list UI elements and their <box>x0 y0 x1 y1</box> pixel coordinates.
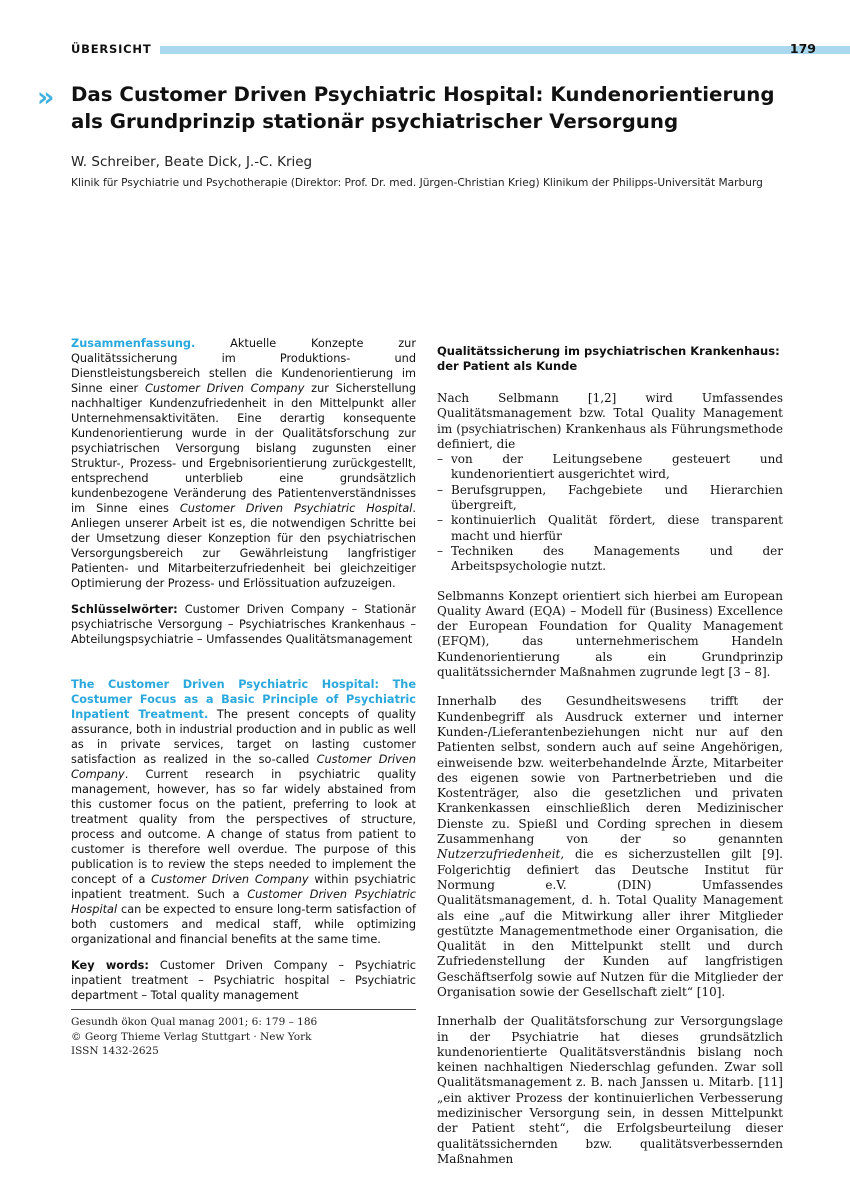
affiliation: Klinik für Psychiatrie und Psychotherapie (Direktor: Prof. Dr. med. Jürgen-Christian Krieg) Klinikum der Philipps-Universität Marburg <box>71 177 763 189</box>
abstract-english <box>71 677 416 947</box>
text: Customer Driven Psychiatric Hospital <box>71 888 416 916</box>
list-item: – Techniken des Managements und der Arbeitspsychologie nutzt. <box>437 544 783 575</box>
text: Customer Driven Company <box>144 382 305 395</box>
zusammenfassung <box>71 336 416 591</box>
right-column <box>437 344 783 1181</box>
schluesselwoerter-label: Schlüsselwörter: <box>71 603 178 616</box>
text: Customer Driven Company – Stationär psychiatrische Versorgung – Psychiatrisches Krankenhaus – Abteilungspsychiatrie – Umfassendes Qualitätsmanagement <box>71 603 416 646</box>
text: Customer Driven Company <box>151 873 309 886</box>
text: can be expected to ensure long-term satisfaction of both customers and medical staff, while optimizing organizational and financial benefits at the same time. <box>71 903 416 946</box>
text: zur Sicherstellung nachhaltiger Kundenzufriedenheit in den Mittelpunkt aller Unternehmensaktivitäten. Eine derartig konsequente Kundenorientierung wurde in der Qualitätsforschung zur psychiatrischen Versorgung bislang zugunsten einer Struktur-, Prozess- und Ergebnisorientierung zurückgestellt, entsprechend unterblieb eine grundsätzlich kundenbezogene Veränderung des Patientenverständnisses im Sinne eines <box>71 382 416 515</box>
left-column <box>71 336 416 1014</box>
text: Innerhalb des Gesundheitswesens trifft der Kundenbegriff als Ausdruck externer und interner Kunden-/Lieferantenbeziehungen nicht nur auf den Patienten selbst, sondern auch auf seine Angehörigen, einweisende bzw. weiterbehandelnde Ärzte, Mitarbeiter des eigenen sowie von Partnerbetrieben und die Kostenträger, also die gesetzlichen und privaten Krankenkassen einschließlich deren Medizinischer Dienste zu. Spießl und Cording sprechen in diesem Zusammenhang von der so genannten <box>437 694 783 847</box>
text: , die es sicherzustellen gilt [9]. Folgerichtig definiert das Deutsche Institut für Normung e.V. (DIN) Umfassendes Qualitätsmanagement, d. h. Total Quality Management als eine „auf die Mitwirkung aller ihrer Mitglieder gestützte Managementmethode einer Organisation, die Qualität in den Mittelpunkt stellt und durch Zufriedenstellung der Kunden auf langfristigen Geschäftserfolg sowie auf Nutzen für die Mitglieder der Organisation sowie der Gesellschaft zielt“ [10]. <box>437 847 783 999</box>
text: Customer Driven Psychiatric Hospital <box>179 502 413 515</box>
page-number: 179 <box>789 41 816 56</box>
copyright-line: © Georg Thieme Verlag Stuttgart · New York <box>71 1030 312 1043</box>
text: Customer Driven Company – Psychiatric inpatient treatment – Psychiatric hospital – Psychiatric department – Total quality management <box>71 959 416 1002</box>
text: . Current research in psychiatric quality management, however, has so far widely abstained from this customer focus on the patient, preferring to look at treatment quality from the perspectives of structure, process and outcome. A change of status from patient to customer is therefore well overdue. The purpose of this publication is to review the steps needed to implement the concept of a <box>71 768 416 886</box>
section-label: ÜBERSICHT <box>71 42 152 56</box>
running-header <box>71 42 816 58</box>
schluesselwoerter <box>71 602 416 647</box>
text: The present concepts of quality assurance, both in industrial production and in public as well as in private services, target on lasting customer satisfaction as realized in the so-called <box>71 708 416 766</box>
list-item: – von der Leitungsebene gesteuert und kundenorientiert ausgerichtet wird, <box>437 452 783 483</box>
citation-footer <box>71 1009 416 1059</box>
definition-list <box>437 452 783 574</box>
paragraph: Selbmanns Konzept orientiert sich hierbei am European Quality Award (EQA) – Modell für (Business) Excellence der European Foundation for Quality Management (EFQM), das unternehmerischem Handeln Kundenorientierung als ein Grundprinzip qualitätssichernder Maßnahmen zugrunde legt [3 – 8]. <box>437 588 783 680</box>
text: . Anliegen unserer Arbeit ist es, die notwendigen Schritte bei der Umsetzung dieser Konzeption für den psychiatrischen Versorgungsbereich zur Gewährleistung langfristiger Patienten- und Mitarbeiterzufriedenheit bei gleichzeitiger Optimierung der Prozess- und Erlössituation aufzuzeigen. <box>71 502 416 590</box>
list-item: – Berufsgruppen, Fachgebiete und Hierarchien übergreift, <box>437 483 783 514</box>
paragraph: Innerhalb der Qualitätsforschung zur Versorgungslage in der Psychiatrie hat dieses grundsätzlich kundenorientierte Qualitätsverständnis bislang noch keinen nachhaltigen Niederschlag gefunden. Zwar soll Qualitätsmanagement z. B. nach Janssen u. Mitarb. [11] „ein aktiver Prozess der kontinuierlichen Verbesserung medizinischer Versorgung sein, in dessen Mittelpunkt der Patient steht“, die Erfolgsbeurteilung dieser qualitätssichernden bzw. qualitätsverbessernden Maßnahmen <box>437 1014 783 1166</box>
text: within psychiatric inpatient treatment. Such a <box>71 873 417 901</box>
key-words <box>71 958 416 1003</box>
abstract-english-title: The Customer Driven Psychiatric Hospital: The Costumer Focus as a Basic Principle of Psychiatric Inpatient Treatment. <box>71 678 416 721</box>
quote-mark-icon: » <box>37 82 55 113</box>
text: Aktuelle Konzepte zur Qualitätssicherung im Produktions- und Dienstleistungsbereich stellen die Kundenorientierung im Sinne einer <box>71 337 416 395</box>
key-words-label: Key words: <box>71 959 149 972</box>
issn-line: ISSN 1432-2625 <box>71 1045 159 1057</box>
text: Nutzerzufriedenheit <box>437 847 561 862</box>
authors: W. Schreiber, Beate Dick, J.-C. Krieg <box>71 154 313 170</box>
paragraph: Nach Selbmann [1,2] wird Umfassendes Qualitätsmanagement bzw. Total Quality Management im (psychiatrischen) Krankenhaus als Führungsmethode definiert, die <box>437 391 783 451</box>
zusammenfassung-label: Zusammenfassung. <box>71 337 196 350</box>
section-heading: Qualitätssicherung im psychiatrischen Krankenhaus: der Patient als Kunde <box>437 344 780 373</box>
article-title: Das Customer Driven Psychiatric Hospital: Kundenorientierung als Grundprinzip stationär psychiatrischer Versorgung <box>71 83 775 133</box>
list-item: – kontinuierlich Qualität fördert, diese transparent macht und hierfür <box>437 513 783 544</box>
citation-line: Gesundh ökon Qual manag 2001; 6: 179 – 186 <box>71 1016 318 1028</box>
paragraph <box>437 694 783 1000</box>
header-bar <box>160 46 850 54</box>
text: Customer Driven Company <box>71 753 416 781</box>
